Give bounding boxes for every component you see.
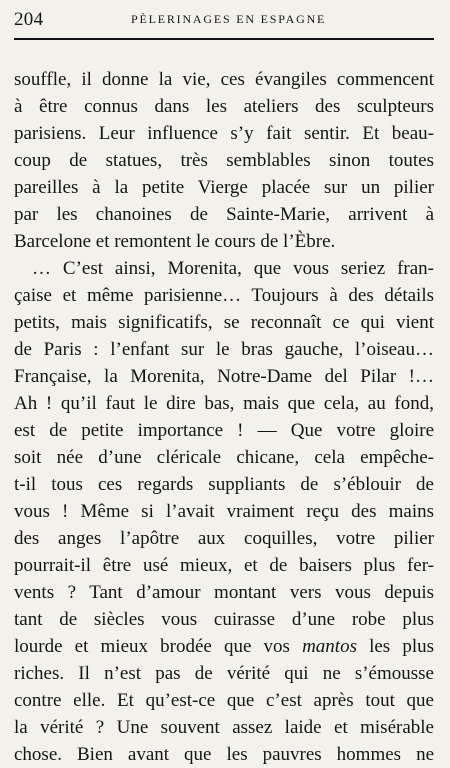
text-line: Ah ! qu’il faut le dire bas, mais que cela, au fond, — [14, 393, 434, 414]
text-line: des anges l’apôtre aux coquilles, votre pilier — [14, 528, 434, 549]
text-line: Française, la Morenita, Notre-Dame del Pilar !… — [14, 366, 434, 387]
running-head — [14, 8, 434, 32]
text-line: … C’est ainsi, Morenita, que vous seriez fran- — [32, 258, 434, 279]
text-line: pourrait-il être usé mieux, et de baisers plus fer- — [14, 555, 434, 576]
text-line: petits, mais significatifs, se reconnaît ce qui vient — [14, 312, 434, 333]
text-line: à être connus dans les ateliers des sculpteurs — [14, 96, 434, 117]
text-line: riches. Il n’est pas de vérité qui ne s’émousse — [14, 663, 434, 684]
text-line: soit née d’une cléricale chicane, cela empêche- — [14, 447, 434, 468]
text-line: coup de statues, très semblables sinon toutes — [14, 150, 434, 171]
header-rule — [14, 38, 434, 40]
text-line: est de petite importance ! — Que votre gloire — [14, 420, 434, 441]
text-line: Barcelone et remontent le cours de l’Èbre. — [14, 231, 336, 252]
text-line: vents ? Tant d’amour montant vers vous depuis — [14, 582, 434, 603]
page-number: 204 — [14, 9, 44, 30]
text-segment: lourde et mieux brodée que vos — [14, 636, 303, 657]
text-segment: les plus — [356, 636, 434, 657]
italic-word: mantos — [302, 636, 357, 657]
text-line: vous ! Même si l’avait vraiment reçu des mains — [14, 501, 434, 522]
text-line: chose. Bien avant que les pauvres hommes ne — [14, 744, 434, 765]
text-line: la vérité ? Une souvent assez laide et misérable — [14, 717, 434, 738]
text-line: contre elle. Et qu’est-ce que c’est après tout que — [14, 690, 434, 711]
text-line: t-il tous ces regards suppliants de s’éblouir de — [14, 474, 434, 495]
text-line: de Paris : l’enfant sur le bras gauche, l’oiseau… — [14, 339, 434, 360]
body-text — [14, 66, 434, 768]
text-line: par les chanoines de Sainte-Marie, arrivent à — [14, 204, 434, 225]
text-line — [14, 633, 434, 660]
text-line: tant de siècles vous cuirasse d’une robe plus — [14, 609, 434, 630]
text-line: parisiens. Leur influence s’y fait sentir. Et beau- — [14, 123, 434, 144]
text-line: souffle, il donne la vie, ces évangiles commencent — [14, 69, 434, 90]
running-title: PÈLERINAGES EN ESPAGNE — [131, 12, 327, 26]
text-line: pareilles à la petite Vierge placée sur un pilier — [14, 177, 434, 198]
text-line: çaise et même parisienne… Toujours à des détails — [14, 285, 434, 306]
